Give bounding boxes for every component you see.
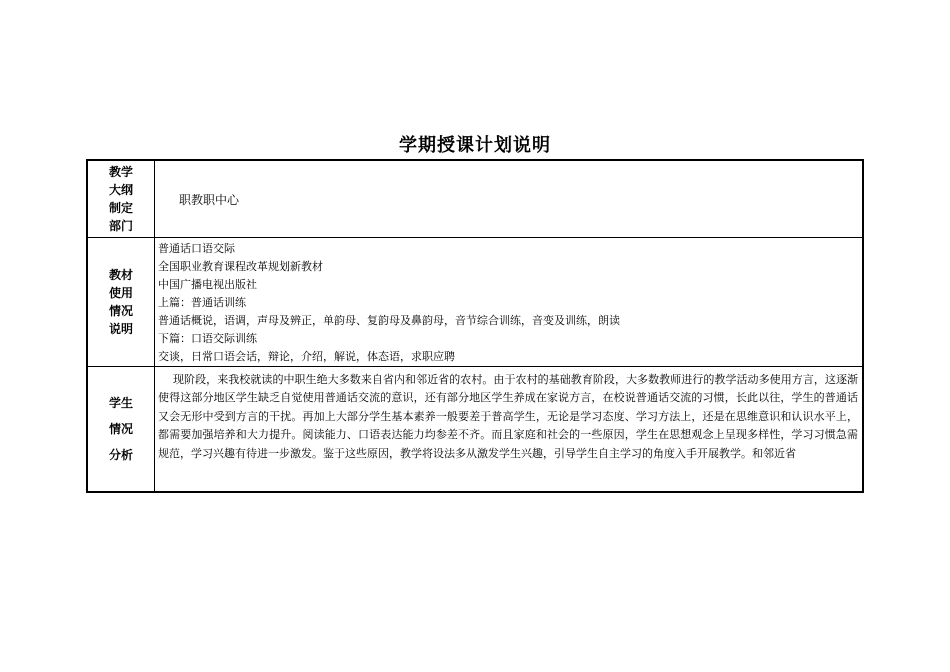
table-row [87, 237, 863, 366]
label-line: 使用 [108, 285, 133, 300]
label-line: 情况 [108, 421, 133, 436]
textbook-line: 全国职业教育课程改革规划新教材 [158, 259, 323, 273]
page-title: 学期授课计划说明 [399, 135, 551, 156]
textbook-line: 中国广播电视出版社 [158, 277, 257, 291]
label-line: 教材 [108, 267, 133, 282]
textbook-line: 普通话口语交际 [158, 241, 235, 255]
table-row [87, 160, 863, 237]
textbook-line: 上篇：普通话训练 [158, 295, 246, 309]
textbook-line: 交谈，日常口语会话，辩论，介绍，解说，体态语，求职应聘 [158, 349, 455, 363]
row-content [155, 237, 864, 366]
label-line: 大纲 [108, 182, 133, 197]
row-label [87, 237, 155, 366]
label-line: 情况 [108, 303, 133, 318]
row-label [87, 160, 155, 237]
row-content [155, 366, 864, 492]
label-line: 分析 [108, 447, 133, 462]
label-line: 学生 [108, 395, 133, 410]
textbook-line: 下篇：口语交际训练 [158, 331, 257, 345]
table-row [87, 366, 863, 492]
label-line: 说明 [108, 321, 133, 336]
label-line: 教学 [108, 164, 133, 179]
student-analysis-text: 现阶段，来我校就读的中职生绝大多数来自省内和邻近省的农村。由于农村的基础教育阶段，大多数教师进行的教学活动多使用方言，这逐渐使得这部分地区学生缺乏自觉使用普通话交流的意识，还有部分地区学生养成在家说方言，在校说普通话交流的习惯，长此以往，学生的普通话又会无形中受到方言的干扰。再加上大部分学生基本素养一般要差于普高学生，无论是学习态度、学习方法上，还是在思维意识和认识水平上，都需要加强培养和大力提升。阅读能力、口语表达能力均参差不齐。而且家庭和社会的一些原因，学生在思想观念上呈现多样性，学习习惯急需规范，学习兴趣有待进一步激发。鉴于这些原因，教学将设法多从激发学生兴趣，引导学生自主学习的角度入手开展教学。和邻近省 [158, 372, 858, 460]
label-line: 制定 [108, 200, 133, 215]
textbook-line: 普通话概说，语调，声母及辨正，单韵母、复韵母及鼻韵母，音节综合训练，音变及训练，朗读 [158, 313, 620, 327]
row-content [155, 160, 864, 237]
plan-table [86, 159, 864, 493]
department-text: 职教职中心 [179, 193, 240, 207]
label-line: 部门 [108, 218, 133, 233]
row-label [87, 366, 155, 492]
